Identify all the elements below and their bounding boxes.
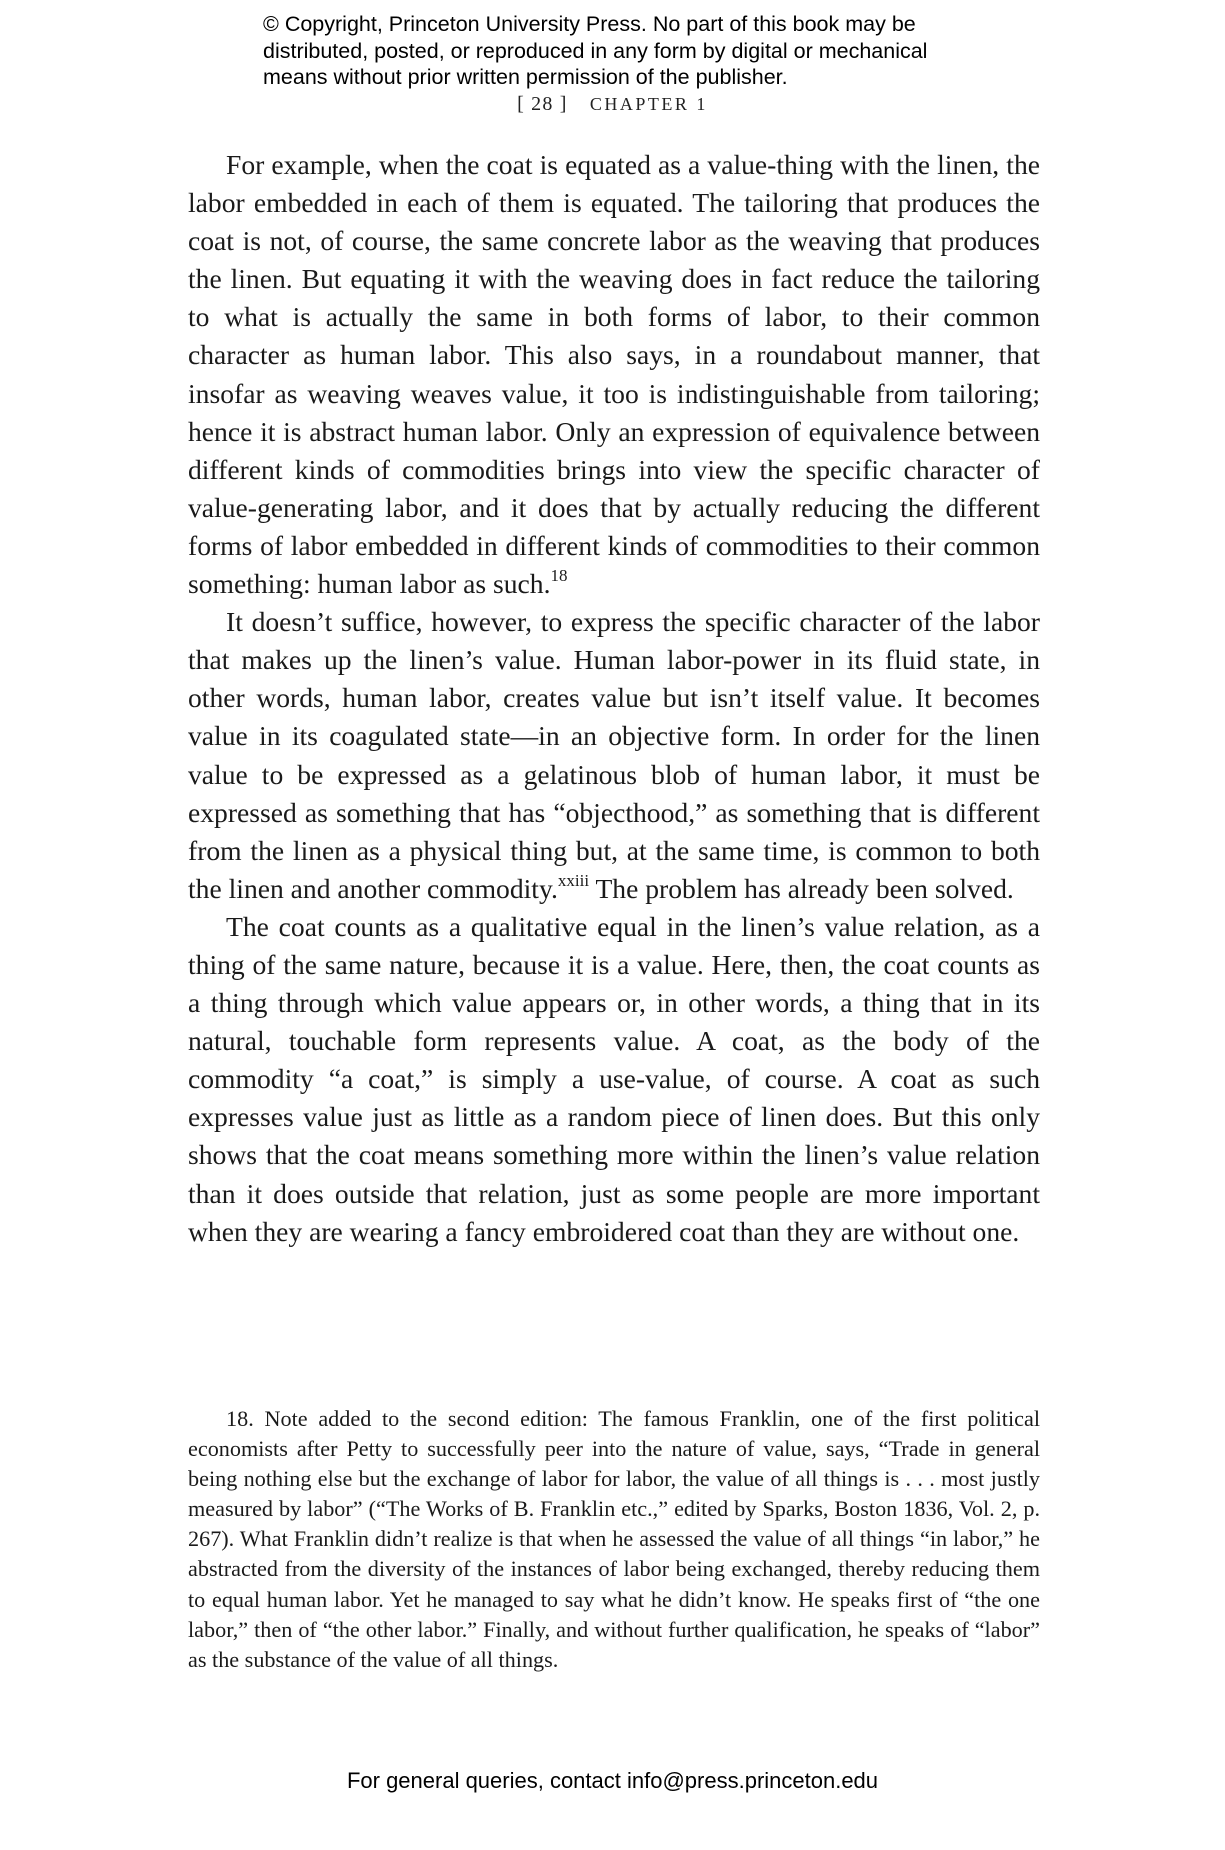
footnote [188,1404,1040,1675]
copyright-notice [263,11,1023,91]
body-text [188,146,1040,1251]
page-number: [ 28 ] [517,93,568,115]
copyright-line: means without prior written permission of the publisher. [263,65,788,89]
footnote-reference[interactable]: 18 [550,565,568,585]
copyright-line: distributed, posted, or reproduced in any form by digital or mechanical [263,38,928,63]
endnote-reference[interactable]: xxiii [557,870,590,890]
footnote-text: 18. Note added to the second edition: The famous Franklin, one of the first political economists after Petty to successfully peer into the nature of value, says, “Trade in general being nothing else but the exchange of labor for labor, the value of all things is . . . most justly measured by labor” (“The Works of B. Franklin etc.,” edited by Sparks, Boston 1836, Vol. 2, p. 267). What Franklin didn’t realize is that when he assessed the value of all things “in labor,” he abstracted from the diversity of the instances of labor being exchanged, thereby reducing them to equal human labor. Yet he managed to say what he didn’t know. He speaks first of “the one labor,” then of “the other labor.” Finally, and without further qualification, he speaks of “labor” as the substance of the value of all things. [188,1406,1040,1672]
paragraph-text: For example, when the coat is equated as a value-thing with the linen, the labor embedded in each of them is equated. The tailoring that produces the coat is not, of course, the same concrete labor as the weaving that produces the linen. But equating it with the weaving does in fact reduce the tailoring to what is actually the same in both forms of labor, to their common character as human labor. This also says, in a roundabout manner, that insofar as weaving weaves value, it too is indistinguishable from tailoring; hence it is abstract human labor. Only an expression of equivalence between different kinds of commodities brings into view the specific character of value-generating labor, and it does that by actually reducing the different forms of labor embedded in different kinds of commodities to their common something: human labor as such. [188,149,1040,600]
paragraph-text: It doesn’t suffice, however, to express the specific character of the labor that makes up the linen’s value. Human labor-power in its fluid state, in other words, human labor, creates value but isn’t itself value. It becomes value in its coagulated state—in an objective form. In order for the linen value to be expressed as a gelatinous blob of human labor, it must be expressed as something that has “objecthood,” as something that is different from the linen as a physical thing but, at the same time, is common to both the linen and another commodity. [188,606,1040,904]
paragraph [188,146,1040,603]
copyright-line: © Copyright, Princeton University Press. No part of this book may be [263,12,916,36]
paragraph-text: The coat counts as a qualitative equal in the linen’s value relation, as a thing of the same nature, because it is a value. Here, then, the coat counts as a thing through which value appears or, in other words, a thing that in its natural, touchable form represents value. A coat, as the body of the commodity “a coat,” is simply a use-value, of course. A coat as such expresses value just as little as a random piece of linen does. But this only shows that the coat means something more within the linen’s value relation than it does outside that relation, just as some people are more important when they are wearing a fancy embroidered coat than they are without one. [188,910,1040,1247]
chapter-title: CHAPTER 1 [589,94,708,114]
running-head [0,93,1225,116]
paragraph [188,603,1040,908]
paragraph-text: The problem has already been solved. [589,872,1014,904]
contact-line: For general queries, contact info@press.princeton.edu [346,1768,879,1793]
paragraph [188,908,1040,1251]
